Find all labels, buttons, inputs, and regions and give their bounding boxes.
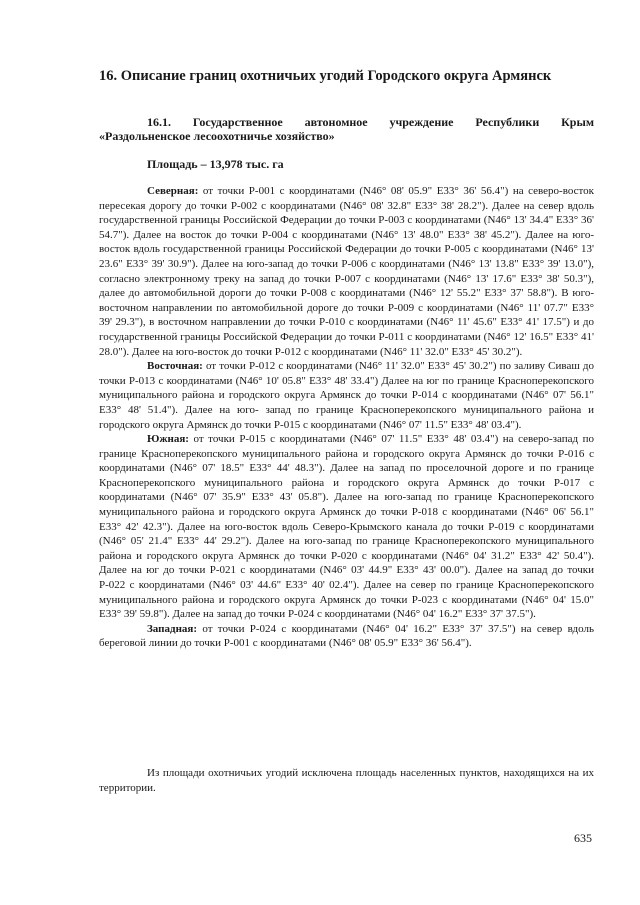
boundary-text: от точки Р-001 с координатами (N46° 08' 05.9" E33° 36' 56.4") на северо-восток пересекая дорогу до точки Р-002 с координатами (N46° 08' 32.8" E33° 38' 28.2"). Далее на север вдоль государственной границы Российской Федерации до точки Р-003 с координатами (N46° 13' 34.4" E33° 36' 54.7"). Далее на восток до точки Р-004 с координатами (N46° 13' 48.0" E33° 38' 45.2"). Далее на юго-восток вдоль государственной границы Российской Федерации до точки Р-005 с координатами (N46° 13' 23.6" E33° 39' 30.9"). Далее на юго-запад до точки Р-006 с координатами (N46° 13' 13.8" E33° 39' 13.0"), согласно электронному треку на запад до точки Р-007 с координатами (N46° 13' 17.6" E33° 38' 50.3"), далее до автомобильной дороги до точки Р-008 с координатами (N46° 12' 55.2" E33° 37' 58.8"). В юго-восточном направлении по автомобильной дороге до точки Р-009 с координатами (N46° 11' 07.7" E33° 39' 29.3"), в восточном направлении до точки Р-010 с координатами (N46° 11' 45.6" E33° 41' 17.5") и до государственной границы Российской Федерации до точки Р-011 с координатами (N46° 12' 16.5" E33° 41' 28.0"). Далее на юго-восток до точки Р-012 с координатами (N46° 11' 32.0" E33° 45' 30.2"). — [99, 185, 594, 358]
subsection-number: 16.1. — [147, 115, 171, 129]
boundaries-description — [99, 184, 594, 651]
boundary-label: Южная: — [147, 433, 189, 446]
boundary-text: от точки Р-015 с координатами (N46° 07' 11.5" E33° 48' 03.4") на северо-запад по границе Красноперекопского муниципального района и городского округа Армянск до точки Р-016 с координатами (N46° 07' 18.5" E33° 44' 48.3"). Далее на запад по проселочной дороге и по границе Красноперекопского муниципального района и городского округа Армянск до точки Р-017 с координатами (N46° 07' 35.9" E33° 43' 05.8"). Далее на юго-запад по границе Красноперекопского муниципального района и городского округа Армянск до точки Р-018 с координатами (N46° 06' 56.1" E33° 42' 42.3"). Далее на юго-восток вдоль Северо-Крымского канала до точки Р-019 с координатами (N46° 05' 21.4" E33° 44' 29.2"). Далее на юго-запад по границе Красноперекопского муниципального района и городского округа Армянск до точки Р-020 с координатами (N46° 04' 31.2" E33° 42' 50.4"). Далее на юг до точки Р-021 с координатами (N46° 03' 44.9" E33° 43' 00.0"). Далее на запад до точки Р-022 с координатами (N46° 03' 44.6" E33° 40' 02.4"). Далее на север по границе Красноперекопского муниципального района и городского округа Армянск до точки Р-023 с координатами (N46° 04' 15.0" E33° 39' 59.8"). Далее на запад до точки Р-024 с координатами (N46° 04' 16.2" E33° 37' 37.5"). — [99, 433, 594, 621]
closing-note — [99, 766, 594, 795]
subsection-heading — [99, 115, 594, 143]
boundary-south — [99, 432, 594, 622]
boundary-text: от точки Р-012 с координатами (N46° 11' 32.0" E33° 45' 30.2") по заливу Сиваш до точки Р-013 с координатами (N46° 10' 05.8" E33° 48' 33.4") Далее на юг по границе Красноперекопского муниципального района и городского округа Армянск до точки Р-014 с координатами (N46° 07' 56.1" E33° 48' 51.4"). Далее на юго- запад по границе Красноперекопского муниципального района и городского округа Армянск до точки Р-015 с координатами (N46° 07' 11.5" E33° 48' 03.4"). — [99, 360, 594, 431]
area-line: Площадь – 13,978 тыс. га — [147, 157, 284, 171]
subsection-title: Государственное автономное учреждение Республики Крым «Раздольненское лесоохотничье хозяйство» — [99, 115, 594, 143]
page-number: 635 — [574, 831, 592, 845]
section-heading: 16. Описание границ охотничьих угодий Городского округа Армянск — [99, 68, 552, 84]
boundary-east — [99, 359, 594, 432]
boundary-label: Северная: — [147, 185, 199, 197]
boundary-label: Восточная: — [147, 360, 203, 373]
boundary-north — [99, 184, 594, 359]
boundary-text: от точки Р-024 с координатами (N46° 04' 16.2" E33° 37' 37.5") на север вдоль береговой линии до точки Р-001 с координатами (N46° 08' 05.9" E33° 36' 56.4"). — [99, 622, 594, 650]
boundary-west — [99, 622, 594, 651]
boundary-label: Западная: — [147, 622, 198, 635]
closing-paragraph: Из площади охотничьих угодий исключена площадь населенных пунктов, находящихся на их территории. — [99, 767, 594, 794]
